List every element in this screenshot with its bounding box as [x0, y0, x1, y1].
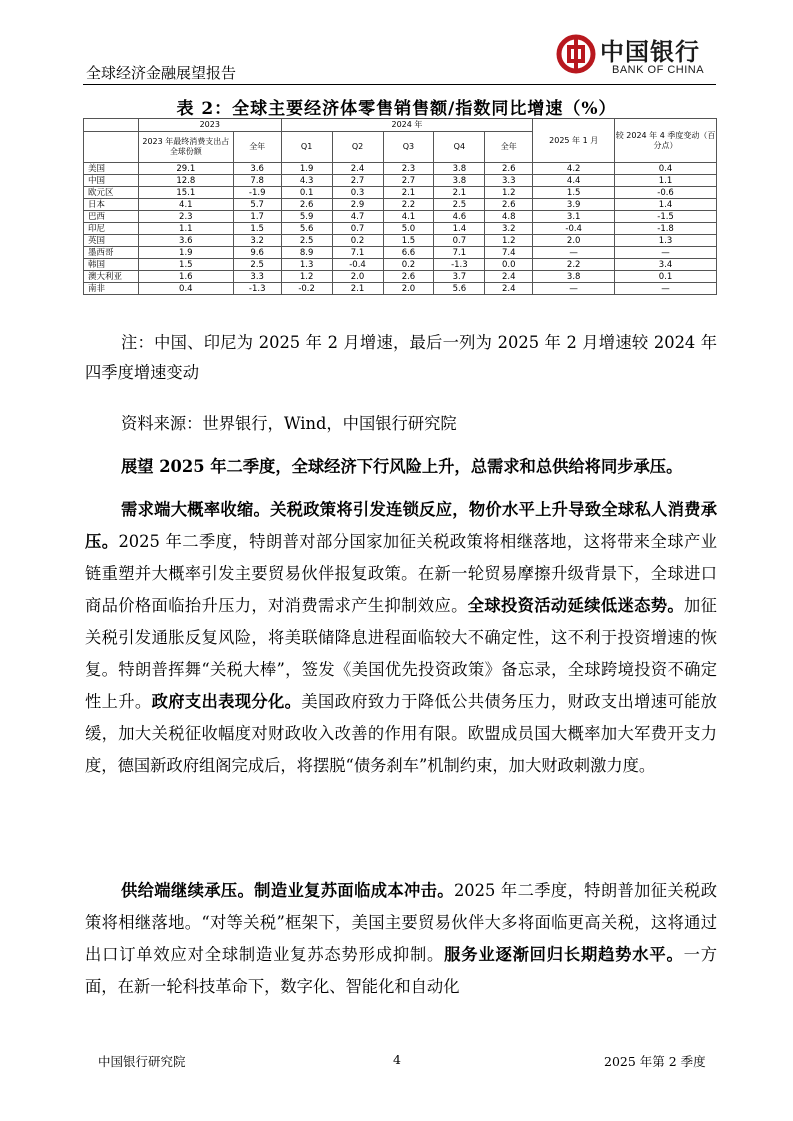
footer-period: 2025 年第 2 季度 [604, 1054, 706, 1069]
cell-q2: 2.9 [332, 199, 383, 211]
cell-share: 15.1 [138, 187, 233, 199]
cell-q3: 2.2 [383, 199, 434, 211]
cell-share: 1.1 [138, 223, 233, 235]
cell-chg: 1.1 [615, 175, 717, 187]
outlook-paragraph: 展望 2025 年二季度，全球经济下行风险上升，总需求和总供给将同步承压。 [121, 457, 683, 476]
cell-q1: 4.3 [281, 175, 332, 187]
corner-cell [84, 132, 139, 163]
cell-jan: — [533, 247, 615, 259]
cell-y2023: 1.5 [233, 223, 281, 235]
row-country-name: 美国 [84, 163, 139, 175]
cell-q4: 2.1 [434, 187, 485, 199]
cell-chg: -1.8 [615, 223, 717, 235]
cell-q1: 1.2 [281, 271, 332, 283]
header-q3: Q3 [383, 132, 434, 163]
cell-y2024: 1.2 [485, 235, 533, 247]
cell-y2023: 1.7 [233, 211, 281, 223]
cell-q2: -0.4 [332, 259, 383, 271]
header-q2: Q2 [332, 132, 383, 163]
table-row [84, 283, 717, 295]
cell-q2: 4.7 [332, 211, 383, 223]
cell-chg: -0.6 [615, 187, 717, 199]
cell-q3: 2.7 [383, 175, 434, 187]
cell-q1: 5.6 [281, 223, 332, 235]
logo-chinese-name: 中国银行 [600, 37, 700, 66]
table-title: 表 2：全球主要经济体零售销售额/指数同比增速（%） [176, 99, 617, 119]
cell-q2: 2.4 [332, 163, 383, 175]
cell-y2024: 0.0 [485, 259, 533, 271]
cell-jan: — [533, 283, 615, 295]
cell-y2023: 3.6 [233, 163, 281, 175]
cell-y2023: 7.8 [233, 175, 281, 187]
footer-org: 中国银行研究院 [98, 1054, 186, 1069]
cell-share: 0.4 [138, 283, 233, 295]
cell-y2023: 2.5 [233, 259, 281, 271]
cell-q4: 5.6 [434, 283, 485, 295]
supply-text-1: 2025 年二季度，特朗普加征关税政策将相继落地。“对等关税”框架下，美国主要贸易伙伴大多将面临更高关税，这将通过出口订单效应对全球制造业复苏态势形成抑制。 [85, 881, 717, 964]
demand-heading-1: 需求端大概率收缩。关税政策将引发连锁反应，物价水平上升导致全球私人消费承压。 [85, 500, 717, 551]
cell-q1: 0.1 [281, 187, 332, 199]
cell-y2024: 4.8 [485, 211, 533, 223]
cell-y2023: 5.7 [233, 199, 281, 211]
table-row [84, 271, 717, 283]
row-country-name: 印尼 [84, 223, 139, 235]
cell-q2: 2.7 [332, 175, 383, 187]
report-title: 全球经济金融展望报告 [86, 64, 237, 82]
page-number: 4 [393, 1052, 401, 1067]
cell-y2024: 7.4 [485, 247, 533, 259]
cell-q4: 4.6 [434, 211, 485, 223]
cell-y2024: 2.4 [485, 271, 533, 283]
cell-y2023: -1.9 [233, 187, 281, 199]
row-country-name: 墨西哥 [84, 247, 139, 259]
cell-share: 1.6 [138, 271, 233, 283]
cell-q3: 0.2 [383, 259, 434, 271]
table-row [84, 163, 717, 175]
table-row [84, 235, 717, 247]
supply-paragraph [85, 875, 717, 1003]
cell-share: 1.9 [138, 247, 233, 259]
cell-y2023: 9.6 [233, 247, 281, 259]
cell-q4: -1.3 [434, 259, 485, 271]
row-country-name: 日本 [84, 199, 139, 211]
cell-share: 1.5 [138, 259, 233, 271]
cell-y2024: 2.4 [485, 283, 533, 295]
cell-share: 4.1 [138, 199, 233, 211]
table-source: 资料来源：世界银行，Wind，中国银行研究院 [121, 414, 457, 433]
cell-jan: 1.5 [533, 187, 615, 199]
cell-q1: -0.2 [281, 283, 332, 295]
cell-q2: 0.3 [332, 187, 383, 199]
header-jan-2025: 2025 年 1 月 [533, 119, 615, 163]
row-country-name: 英国 [84, 235, 139, 247]
cell-chg: -1.5 [615, 211, 717, 223]
row-country-name: 南非 [84, 283, 139, 295]
row-country-name: 韩国 [84, 259, 139, 271]
cell-chg: 1.3 [615, 235, 717, 247]
cell-y2023: 3.3 [233, 271, 281, 283]
cell-chg: — [615, 247, 717, 259]
supply-heading-1: 供给端继续承压。制造业复苏面临成本冲击。 [121, 881, 454, 900]
header-q1: Q1 [281, 132, 332, 163]
cell-q3: 2.0 [383, 283, 434, 295]
cell-q4: 1.4 [434, 223, 485, 235]
cell-q1: 8.9 [281, 247, 332, 259]
cell-q2: 0.2 [332, 235, 383, 247]
header-q4: Q4 [434, 132, 485, 163]
cell-y2024: 3.2 [485, 223, 533, 235]
cell-q3: 4.1 [383, 211, 434, 223]
cell-share: 2.3 [138, 211, 233, 223]
cell-q1: 1.3 [281, 259, 332, 271]
header-group-2024: 2024 年 [281, 119, 533, 132]
cell-q4: 2.5 [434, 199, 485, 211]
cell-chg: — [615, 283, 717, 295]
row-country-name: 欧元区 [84, 187, 139, 199]
cell-q3: 1.5 [383, 235, 434, 247]
supply-heading-2: 服务业逐渐回归长期趋势水平。 [444, 945, 684, 964]
demand-paragraph [85, 494, 717, 782]
row-country-name: 巴西 [84, 211, 139, 223]
cell-y2024: 2.6 [485, 163, 533, 175]
header-change: 较 2024 年 4 季度变动（百分点） [615, 119, 717, 163]
cell-share: 3.6 [138, 235, 233, 247]
cell-q3: 2.3 [383, 163, 434, 175]
cell-jan: 4.4 [533, 175, 615, 187]
bank-logo [556, 32, 716, 80]
bank-of-china-emblem-icon [556, 34, 596, 74]
cell-jan: 3.9 [533, 199, 615, 211]
table-row [84, 223, 717, 235]
cell-y2023: 3.2 [233, 235, 281, 247]
table-row [84, 199, 717, 211]
header-rule [83, 84, 716, 85]
cell-jan: 3.8 [533, 271, 615, 283]
cell-jan: 3.1 [533, 211, 615, 223]
cell-q4: 3.7 [434, 271, 485, 283]
cell-share: 12.8 [138, 175, 233, 187]
cell-q4: 0.7 [434, 235, 485, 247]
supply-text-2: 一方面，在新一轮科技革命下，数字化、智能化和自动化 [85, 945, 717, 996]
cell-q1: 2.5 [281, 235, 332, 247]
table-row [84, 259, 717, 271]
cell-chg: 3.4 [615, 259, 717, 271]
demand-text-2: 加征关税引发通胀反复风险，将美联储降息进程面临较大不确定性，这不利于投资增速的恢复。特朗普挥舞“关税大棒”，签发《美国优先投资政策》备忘录，全球跨境投资不确定性上升。 [85, 596, 717, 711]
retail-sales-table [83, 118, 717, 295]
table-row [84, 187, 717, 199]
cell-chg: 0.1 [615, 271, 717, 283]
cell-y2024: 1.2 [485, 187, 533, 199]
header-full-year-2023: 全年 [233, 132, 281, 163]
header-full-year-2024: 全年 [485, 132, 533, 163]
header-group-2023: 2023 [138, 119, 281, 132]
table-note: 注：中国、印尼为 2025 年 2 月增速，最后一列为 2025 年 2 月增速较 2024 年四季度增速变动 [85, 333, 717, 382]
cell-chg: 1.4 [615, 199, 717, 211]
corner-cell [84, 119, 139, 132]
demand-heading-3: 政府支出表现分化。 [151, 692, 302, 711]
cell-jan: -0.4 [533, 223, 615, 235]
logo-english-name: BANK OF CHINA [612, 64, 705, 76]
cell-chg: 0.4 [615, 163, 717, 175]
cell-jan: 2.2 [533, 259, 615, 271]
cell-q4: 3.8 [434, 175, 485, 187]
cell-q3: 2.6 [383, 271, 434, 283]
table-row [84, 211, 717, 223]
cell-q3: 5.0 [383, 223, 434, 235]
cell-share: 29.1 [138, 163, 233, 175]
cell-q1: 5.9 [281, 211, 332, 223]
cell-q1: 2.6 [281, 199, 332, 211]
table-row [84, 247, 717, 259]
cell-q1: 1.9 [281, 163, 332, 175]
demand-text-3: 美国政府致力于降低公共债务压力，财政支出增速可能放缓，加大关税征收幅度对财政收入改善的作用有限。欧盟成员国大概率加大军费开支力度，德国新政府组阁完成后，将摆脱“债务刹车”机制约束，加大财政刺激力度。 [85, 692, 717, 775]
cell-q2: 0.7 [332, 223, 383, 235]
cell-q2: 2.1 [332, 283, 383, 295]
cell-q2: 7.1 [332, 247, 383, 259]
row-country-name: 中国 [84, 175, 139, 187]
row-country-name: 澳大利亚 [84, 271, 139, 283]
demand-text-1: 2025 年二季度，特朗普对部分国家加征关税政策将相继落地，这将带来全球产业链重塑并大概率引发主要贸易伙伴报复政策。在新一轮贸易摩擦升级背景下，全球进口商品价格面临抬升压力，对消费需求产生抑制效应。 [85, 532, 717, 615]
cell-q2: 2.0 [332, 271, 383, 283]
cell-q4: 3.8 [434, 163, 485, 175]
demand-heading-2: 全球投资活动延续低迷态势。 [467, 596, 685, 615]
cell-jan: 4.2 [533, 163, 615, 175]
cell-q4: 7.1 [434, 247, 485, 259]
cell-y2023: -1.3 [233, 283, 281, 295]
cell-y2024: 2.6 [485, 199, 533, 211]
cell-q3: 2.1 [383, 187, 434, 199]
cell-jan: 2.0 [533, 235, 615, 247]
cell-q3: 6.6 [383, 247, 434, 259]
header-share: 2023 年最终消费支出占全球份额 [138, 132, 233, 163]
table-row [84, 175, 717, 187]
cell-y2024: 3.3 [485, 175, 533, 187]
